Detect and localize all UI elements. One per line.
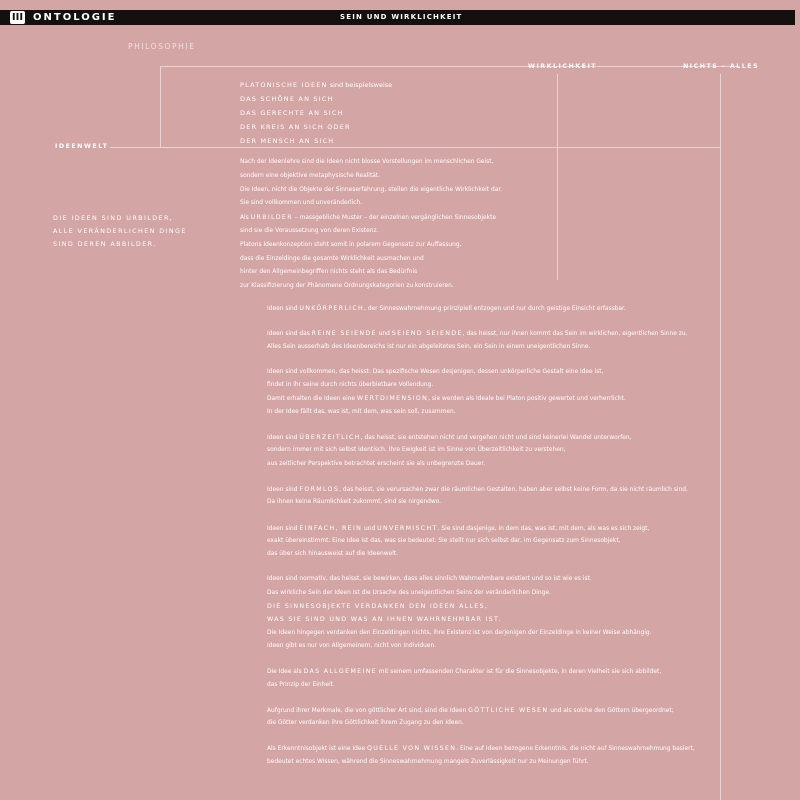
example-line: DER MENSCH AN SICH — [240, 137, 335, 145]
paragraph-reine-seiende: Ideen sind das REINE SEIENDE und SEIEND SEIENDE, das heisst, nur ihnen kommt das Sein im wirklichen, eigentlichen Sinne zu. Alles Sein ausserhalb des Ideenbereichs ist nur ein abgeleitetes Sein, ein Sein in einem uneigentlichen Sinne. — [267, 330, 688, 350]
keyword: REINE SEIENDE — [311, 330, 377, 338]
chapter-number-badge: III — [11, 12, 24, 23]
example-line: DER KREIS AN SICH ODER — [240, 123, 351, 131]
keyword: UNKÖRPERLICH — [299, 305, 365, 312]
platonische-ideen-keyword: PLATONISCHE IDEEN — [240, 81, 328, 89]
paragraph-quelle-von-wissen: Als Erkenntnisobjekt ist eine Idee QUELLE VON WISSEN. Eine auf Ideen bezogene Erkenntnis, die nicht auf Sinneswahrnehmung basiert, bedeutet echtes Wissen, während die Sinneswahrnehmung mangels Zuverlässigkeit nur zu Meinungen führt. — [267, 745, 695, 765]
urbilder-note: DIE IDEEN SIND URBILDER, ALLE VERÄNDERLICHEN DINGE SIND DEREN ABBILDER. — [53, 214, 187, 248]
chapter-title: SEIN UND WIRKLICHKEIT — [340, 13, 463, 21]
wirklichkeit-vertical-line — [557, 74, 558, 280]
paragraph-goettliche-wesen: Aufgrund ihrer Merkmale, die von göttlicher Art sind, sind die Ideen GÖTTLICHE WESEN und als solche den Göttern übergeordnet; die Götter verdanken ihre Göttlichkeit ihrem Zugang zu den Ideen. — [267, 706, 674, 727]
ideenwelt-rule — [110, 147, 720, 148]
example-line: DAS SCHÖNE AN SICH — [240, 95, 334, 103]
keyword: QUELLE VON WISSEN — [366, 745, 457, 753]
paragraph-normativ: Ideen sind normativ, das heisst, sie bewirken, dass alles sinnlich Wahrnehmbare existiert und so ist wie es ist. Das wirkliche Sein der Ideen ist die Ursache des uneigentlichen Seins der veränderlichen Dinge. DIE SINNESOBJEKTE VERDANKEN DEN IDEEN ALLES, WAS SIE SIND UND WAS AN IHNEN WAHRNEHMBAR IST. Die Ideen hingegen verdanken den Einzeldingen nichts, ihre Existenz ist von derjenigen der Einzeldinge in keiner Weise abhängig. Ideen gibt es nur von Allgemeinem, nicht von Individuen. — [267, 576, 652, 649]
paragraph-formlos: Ideen sind FORMLOS, das heisst, sie verursachen zwar die räumlichen Gestalten, haben aber selbst keine Form, da sie nicht räumlich sind. Da ihnen keine Räumlichkeit zukommt, sind sie nirgendwo. — [267, 485, 688, 506]
keyword: DAS ALLGEMEINE — [303, 668, 377, 676]
keyword: FORMLOS — [299, 485, 340, 493]
keyword: EINFACH, REIN — [299, 524, 363, 532]
nichts-alles-vertical-line — [720, 74, 721, 800]
philosophie-rule — [160, 66, 740, 67]
nichts-alles-label: NICHTS - ALLES — [683, 63, 760, 70]
section-title: ONTOLOGIE — [33, 12, 117, 23]
urbilder-keyword: URBILDER — [250, 214, 293, 222]
paragraph-allgemeine: Die Idee als DAS ALLGEMEINE mit seinem umfassenden Charakter ist für die Sinnesobjekte, in deren Vielheit sie sich abbildet, das Prinzip der Einheit. — [267, 668, 662, 688]
paragraph-unkoerperlich: Ideen sind UNKÖRPERLICH, der Sinneswahrnehmung prinzipiell entzogen und nur durch geistige Einsicht erfassbar. — [267, 305, 626, 312]
keyword: ÜBERZEITLICH — [299, 434, 361, 442]
examples-intro-line: PLATONISCHE IDEEN sind beispielsweise — [240, 81, 393, 89]
ideenwelt-label: IDEENWELT — [55, 143, 109, 150]
paragraph-ueberzeitlich: Ideen sind ÜBERZEITLICH, das heisst, sie entstehen nicht und vergehen nicht und sind keinerlei Wandel unterworfen, sondern immer mit sich selbst identisch. Ihre Ewigkeit ist im Sinne von Überzeitlichkeit zu verstehen; aus zeitlicher Perspektive betrachtet erscheint sie als unbegrenzte Dauer. — [267, 434, 632, 467]
keyword: UNVERMISCHT — [377, 524, 438, 532]
example-line: DAS GERECHTE AN SICH — [240, 109, 344, 117]
keyword: SEIEND SEIENDE — [391, 330, 463, 338]
platonic-ideas-examples — [240, 78, 392, 148]
paragraph-einfach-rein: Ideen sind EINFACH, REIN und UNVERMISCHT. Sie sind dasjenige, in dem das, was ist, mit dem, als was es sich zeigt, exakt übereinstimmt. Eine Idee ist das, was sie bedeutet. Sie stellt nur sich selbst dar, im Gegensatz zum Sinnesobjekt, das über sich hinausweist auf die Ideenwelt. — [267, 524, 650, 558]
keyword: GÖTTLICHE WESEN — [468, 706, 549, 714]
philosophie-label: PHILOSOPHIE — [128, 42, 196, 51]
keyword: WERTDIMENSION — [356, 395, 429, 403]
philosophie-vertical-line — [160, 66, 161, 147]
ideas-characteristics — [267, 302, 695, 781]
paragraph-wertdimension: Ideen sind vollkommen, das heisst: Das spezifische Wesen desjenigen, dessen unkörperliche Gestalt eine Idee ist, findet in ihr seine durch nichts überbietbare Vollendung. Damit erhalten die Ideen eine WERTDIMENSION, sie werden als Ideale bei Platon positiv gewertet und verherrlicht. In der Idee fällt das, was ist, mit dem, was sein soll, zusammen. — [267, 368, 626, 415]
wirklichkeit-label: WIRKLICHKEIT — [528, 63, 598, 70]
intro-paragraph: Nach der Ideenlehre sind die Ideen nicht blosse Vorstellungen im menschlichen Geist, sondern eine objektive metaphysische Realität. Die Ideen, nicht die Objekte der Sinneserfahrung, stellen die eigentliche Wirklichkeit dar. Sie sind vollkommen und unveränderlich. Als URBILDER – massgebliche Muster – der einzelnen vergänglichen Sinnesobjekte sind sie die Voraussetzung von deren Existenz. Platons Ideenkonzeption steht somit in polarem Gegensatz zur Auffassung, dass die Einzeldinge die gesamte Wirklichkeit ausmachen und hinter den Allgemeinbegriffen nichts steht als das Bedürfnis zur Klassifizierung der Phänomene Ordnungskategorien zu konstruieren. — [240, 159, 503, 290]
